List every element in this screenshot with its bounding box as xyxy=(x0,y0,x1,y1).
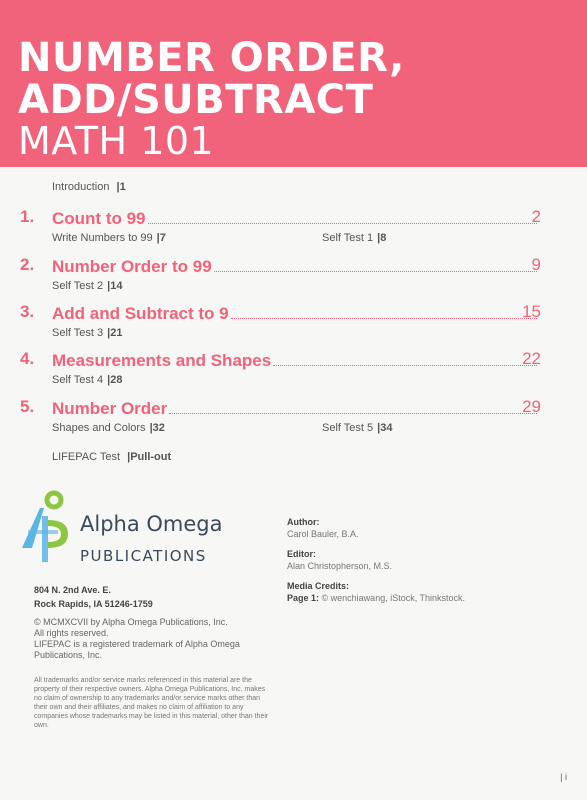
unit-page: 22 xyxy=(522,349,541,368)
toc-subitem xyxy=(52,280,123,292)
title-line-2: ADD/SUBTRACT xyxy=(18,77,374,123)
subitem-page: |28 xyxy=(107,374,123,386)
subitem-label: Self Test 1 xyxy=(322,232,374,244)
unit-title: Count to 99 xyxy=(52,209,146,228)
subitem-page: |14 xyxy=(107,280,123,292)
copyright-notice xyxy=(34,617,274,661)
subitem-page: |34 xyxy=(377,422,393,434)
toc-subitem xyxy=(322,232,386,244)
toc-subitem xyxy=(52,327,123,339)
toc-introduction xyxy=(52,181,126,193)
address-line-2: Rock Rapids, IA 51246-1759 xyxy=(34,599,153,609)
toc-introduction-page: |1 xyxy=(116,181,126,193)
unit-title: Measurements and Shapes xyxy=(52,351,272,370)
author-name: Carol Bauler, B.A. xyxy=(287,529,359,539)
unit-page: 15 xyxy=(522,302,541,321)
subtitle: MATH 101 xyxy=(18,119,215,163)
subitem-page: |7 xyxy=(156,232,166,244)
author-label: Author: xyxy=(287,517,320,527)
subitem-label: Self Test 2 xyxy=(52,280,104,292)
toc-subitem xyxy=(52,422,165,434)
subitem-label: Self Test 5 xyxy=(322,422,374,434)
subitem-label: Self Test 3 xyxy=(52,327,104,339)
dot-leader xyxy=(231,318,537,319)
dot-leader xyxy=(148,223,538,224)
publisher-address xyxy=(34,583,153,611)
unit-title: Number Order xyxy=(52,399,168,418)
unit-page: 29 xyxy=(522,397,541,416)
editor-label: Editor: xyxy=(287,549,316,559)
unit-number: 5. xyxy=(20,397,35,416)
unit-page: 2 xyxy=(531,207,541,226)
title-line-1: NUMBER ORDER, xyxy=(18,35,405,81)
title-banner xyxy=(0,0,587,167)
toc-subitem xyxy=(52,374,123,386)
editor-name: Alan Christopherson, M.S. xyxy=(287,561,393,571)
media-credits-label: Media Credits: xyxy=(287,581,350,591)
unit-number: 3. xyxy=(20,302,35,321)
toc-subitem xyxy=(322,422,393,434)
page-number: | i xyxy=(560,772,567,782)
dot-leader xyxy=(169,413,537,414)
address-line-1: 804 N. 2nd Ave. E. xyxy=(34,585,111,595)
publisher-subname: PUBLICATIONS xyxy=(80,547,207,565)
unit-number: 4. xyxy=(20,349,35,368)
subitem-label: Write Numbers to 99 xyxy=(52,232,153,244)
lifepac-label: LIFEPAC Test xyxy=(52,451,121,463)
trademark-notice: All trademarks and/or service marks referenced in this material are the property of their respective owners. Alpha Omega Publications, Inc. makes no claim of ownership to any trademarks and/or service marks other than their own and their affiliates, and makes no claim of affiliation to any companies whose trademarks may be listed in this material, other than their own. xyxy=(34,677,269,729)
media-page-label: Page 1: xyxy=(287,593,320,603)
toc-subitem xyxy=(52,232,166,244)
alpha-omega-logo-icon xyxy=(18,490,78,570)
subitem-label: Self Test 4 xyxy=(52,374,104,386)
publisher-name: Alpha Omega xyxy=(80,512,223,536)
copyright-line-3: LIFEPAC is a registered trademark of Alpha Omega Publications, Inc. xyxy=(34,639,240,660)
subitem-label: Shapes and Colors xyxy=(52,422,146,434)
unit-page: 9 xyxy=(531,255,541,274)
subitem-page: |21 xyxy=(107,327,123,339)
copyright-line-2: All rights reserved. xyxy=(34,628,109,638)
unit-number: 2. xyxy=(20,255,35,274)
subitem-page: |32 xyxy=(149,422,165,434)
media-credit-text: © wenchiawang, iStock, Thinkstock. xyxy=(321,593,466,603)
unit-number: 1. xyxy=(20,207,35,226)
subitem-page: |8 xyxy=(377,232,387,244)
toc-introduction-label: Introduction xyxy=(52,181,110,193)
unit-title: Add and Subtract to 9 xyxy=(52,304,229,323)
dot-leader xyxy=(214,271,537,272)
credits-block xyxy=(287,516,577,612)
lifepac-page: |Pull-out xyxy=(127,451,172,463)
toc-lifepac-test xyxy=(52,451,171,463)
dot-leader xyxy=(273,365,537,366)
copyright-line-1: © MCMXCVII by Alpha Omega Publications, Inc. xyxy=(34,617,228,627)
unit-title: Number Order to 99 xyxy=(52,257,212,276)
